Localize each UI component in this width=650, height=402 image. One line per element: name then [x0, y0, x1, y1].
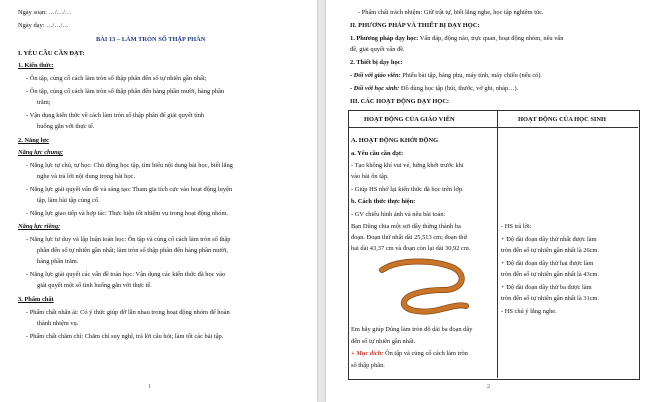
- task-line-1: Em hãy giúp Dũng làm tròn độ dài ba đoạn dây: [351, 326, 473, 333]
- knowledge-item-3: - Vận dụng kiến thức về cách làm tròn số thập phân để giải quyết tình: [26, 112, 205, 119]
- knowledge-item-2: - Ôn tập, củng cố cách làm tròn số thập phân đến hàng phần mười, hàng phần: [26, 88, 225, 95]
- teaching-method-text-cont: đề, giải quyết vấn đề.: [350, 46, 405, 53]
- problem-line-3: hai dài 43,37 cm và đoạn còn lại dài 30,92 cm.: [351, 245, 471, 252]
- student-answer-intro: - HS trả lời:: [501, 223, 532, 230]
- equipment-student: [350, 85, 518, 92]
- general-item-1-cont: nghe và trả lời nội dung trong bài học.: [37, 173, 135, 180]
- teaching-method-text: Vấn đáp, động não, trực quan, hoạt động nhóm, nêu vấn: [418, 35, 564, 42]
- student-answer-2: + Độ dài đoạn dây thứ hai được làm: [501, 260, 594, 267]
- section-requirements: I. YÊU CẦU CẦN ĐẠT:: [18, 50, 85, 57]
- problem-line-2: đoạn. Đoạn thứ nhất dài 25,513 cm; đoạn thứ: [351, 234, 467, 241]
- specific-item-2: - Năng lực giải quyết các vấn đề toán học: Vận dụng các kiến thức đã học vào: [26, 271, 226, 278]
- purpose-text-cont: số thập phân.: [351, 362, 385, 369]
- teacher-equipment-text: Phiếu bài tập, bảng phụ, máy tính, máy chiếu (nếu có).: [400, 72, 543, 79]
- heading-teaching-method: 1. Phương pháp dạy học:: [350, 35, 419, 42]
- general-item-3: - Năng lực giao tiếp và hợp tác: Thực hiện tốt nhiệm vụ trong hoạt động nhóm.: [26, 210, 229, 217]
- student-answer-3: + Độ dài đoạn dây thứ ba được làm: [501, 284, 592, 291]
- document-page-2: [326, 0, 650, 402]
- quality-item-1: - Phẩm chất nhân ái: Có ý thức giúp đỡ lẫn nhau trong hoạt động nhóm để hoàn: [26, 309, 230, 316]
- task-line-2: đến số tự nhiên gần nhất.: [351, 338, 416, 345]
- general-item-2: - Năng lực giải quyết vấn đề và sáng tạo: Tham gia tích cực vào hoạt động luyện: [26, 186, 233, 193]
- how-step-1: - GV chiếu hình ảnh và nêu bài toán:: [351, 211, 446, 218]
- student-answer-2-cont: tròn đến số tự nhiên gần nhất là 43cm.: [501, 271, 600, 278]
- knowledge-item-3-cont: huống gắn với thực tế.: [37, 123, 95, 130]
- specific-item-1: - Năng lực tư duy và lập luận toán học: Ôn tập và củng cố cách làm tròn số thập: [26, 236, 231, 243]
- section-methods: II. PHƯƠNG PHÁP VÀ THIẾT BỊ DẠY HỌC:: [350, 22, 480, 29]
- teacher-label: - Đối với giáo viên:: [350, 72, 401, 79]
- section-activities: III. CÁC HOẠT ĐỘNG DẠY HỌC:: [350, 98, 450, 105]
- problem-line-1: Bạn Dũng chia một sợi dây thừng thành ba: [351, 223, 461, 230]
- specific-item-2-cont: giải quyết một số tình huống gắn với thực tế.: [37, 282, 152, 289]
- document-page-1: [0, 0, 317, 402]
- heading-qualities: 3. Phẩm chất: [18, 296, 54, 303]
- specific-item-1-cont: phân đến số tự nhiên gần nhất; làm tròn số thập phân đến hàng phần mười,: [37, 247, 228, 254]
- table-header-divider: [348, 127, 638, 128]
- rope-illustration-icon: [376, 256, 471, 318]
- header-student-activity: HOẠT ĐỘNG CỦA HỌC SINH: [518, 116, 606, 123]
- table-column-divider: [497, 110, 498, 378]
- requirement-1: - Tạo không khí vui vẻ, hứng khởi trước khi: [351, 162, 464, 169]
- quality-item-2: - Phẩm chất chăm chỉ: Chăm chỉ suy nghĩ, trả lời câu hỏi; làm tốt các bài tập.: [26, 333, 224, 340]
- lesson-title: BÀI 13 – LÀM TRÒN SỐ THẬP PHÂN: [96, 36, 206, 43]
- student-answer-3-cont: tròn đến số tự nhiên gần nhất là 31cm.: [501, 295, 600, 302]
- heading-competence: 2. Năng lực: [18, 137, 49, 144]
- quality-item-1-cont: thành nhiệm vụ.: [37, 320, 79, 327]
- specific-item-1-cont2: hàng phần trăm.: [37, 258, 79, 265]
- page-number: 1: [148, 384, 151, 390]
- page-number: 2: [487, 384, 490, 390]
- student-label: - Đối với học sinh:: [350, 85, 400, 92]
- student-equipment-text: Đồ dùng học tập (bút, thước, vở ghi, nháp…).: [399, 85, 519, 92]
- heading-knowledge: 1. Kiến thức:: [18, 62, 54, 69]
- activity-a-requirement: a. Yêu cầu cần đạt:: [351, 150, 404, 157]
- activity-a-how: b. Cách thức thực hiện:: [351, 198, 416, 205]
- quality-item-3: - Phẩm chất trách nhiệm: Giữ trật tự, biết lắng nghe, học tập nghiêm túc.: [358, 9, 544, 16]
- general-item-2-cont: tập, làm bài tập củng cố.: [37, 197, 100, 204]
- heading-equipment: 2. Thiết bị dạy học:: [350, 59, 403, 66]
- requirement-1-cont: vào bài ôn tập.: [351, 173, 389, 180]
- preparation-date: Ngày soạn: …/…/…: [18, 9, 72, 16]
- student-listen: - HS chú ý lắng nghe.: [501, 308, 557, 315]
- header-teacher-activity: HOẠT ĐỘNG CỦA GIÁO VIÊN: [364, 116, 455, 123]
- student-answer-1: + Độ dài đoạn dây thứ nhất được làm: [501, 236, 597, 243]
- knowledge-item-2-cont: trăm;: [37, 99, 51, 106]
- knowledge-item-1: - Ôn tập, củng cố cách làm tròn số thập phân đến số tự nhiên gần nhất;: [26, 75, 207, 82]
- methods-line: [350, 35, 563, 42]
- heading-specific-competence: Năng lực riêng:: [18, 223, 61, 230]
- equipment-teacher: [350, 72, 542, 79]
- student-answer-1-cont: tròn đến số tự nhiên gần nhất là 26cm.: [501, 247, 600, 254]
- teaching-date: Ngày dạy: …/…/…: [18, 22, 69, 29]
- requirement-2: - Giúp HS nhớ lại kiến thức đã học trên lớp.: [351, 186, 464, 193]
- purpose-text: Ôn tập và củng cố cách làm tròn: [383, 350, 468, 357]
- activity-a-title: A. HOẠT ĐỘNG KHỞI ĐỘNG: [351, 137, 439, 144]
- purpose-label: + Mục đích:: [351, 350, 384, 357]
- general-item-1: - Năng lực tự chủ, tự học: Chủ động học tập, tìm hiểu nội dung bài học, biết lắng: [26, 162, 233, 169]
- heading-general-competence: Năng lực chung:: [18, 149, 64, 156]
- purpose-line: [351, 350, 468, 357]
